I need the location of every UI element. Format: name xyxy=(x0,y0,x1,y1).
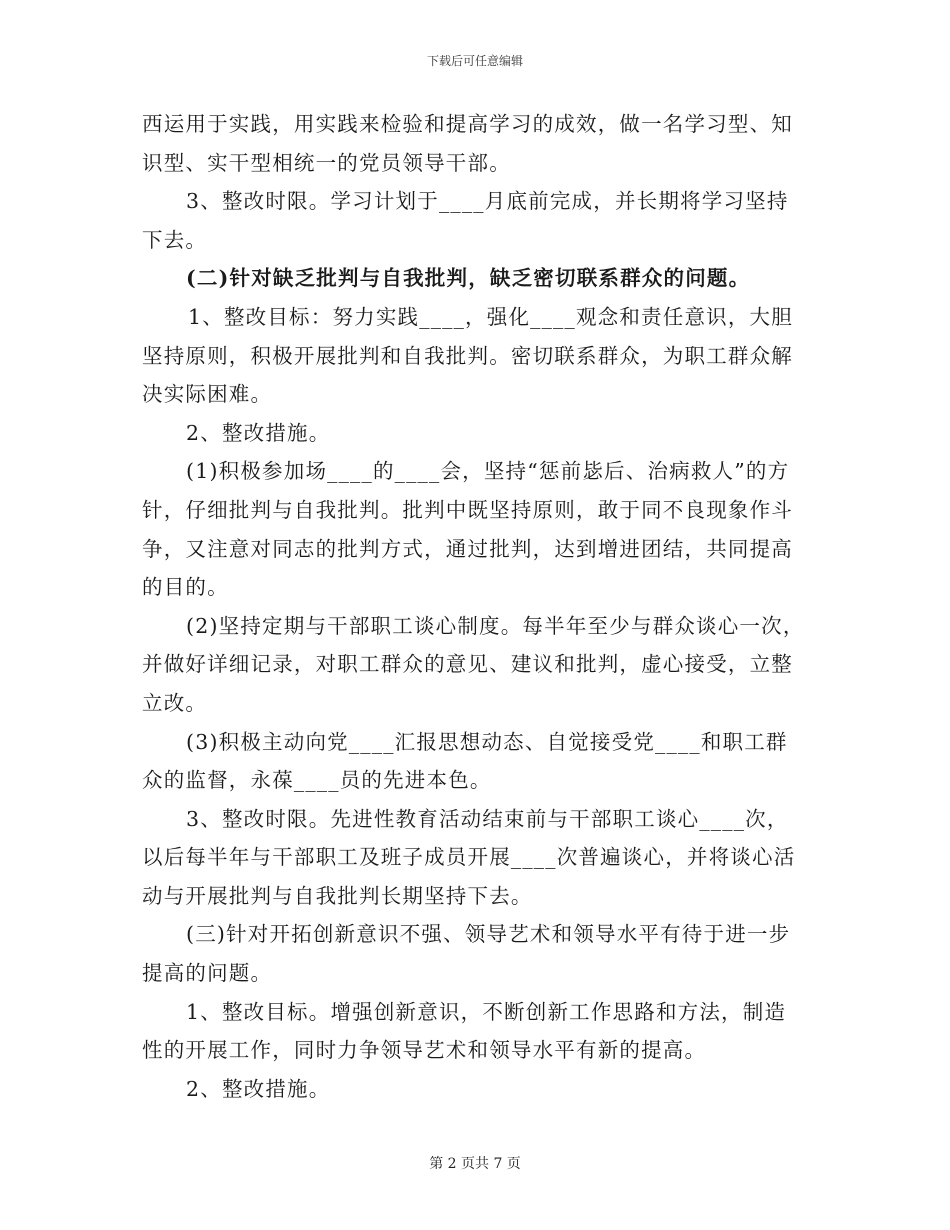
paragraph: (3)积极主动向党____汇报思想动态、自觉接受党____和职工群众的监督，永葆____员的先进本色。 xyxy=(142,729,788,793)
paragraph: (1)积极参加场____的____会，坚持“惩前毖后、治病救人”的方针，仔细批判与自我批判。批判中既坚持原则，敢于同不良现象作斗争，又注意对同志的批判方式，通过批判，达到增进团结，共同提高的目的。 xyxy=(142,459,793,600)
paragraph: 2、整改措施。 xyxy=(186,1076,331,1101)
paragraph: 1、整改目标。增强创新意识，不断创新工作思路和方法，制造性的开展工作，同时力争领导艺术和领导水平有新的提高。 xyxy=(142,999,787,1063)
paragraph: 2、整改措施。 xyxy=(186,420,331,445)
section-heading: (三)针对开拓创新意识不强、领导艺术和领导水平有待于进一步提高的问题。 xyxy=(142,922,791,986)
paragraph: 3、整改时限。学习计划于____月底前完成，并长期将学习坚持下去。 xyxy=(142,189,789,252)
paragraph: 3、整改时限。先进性教育活动结束前与干部职工谈心____次，以后每半年与干部职工及班子成员开展____次普遍谈心，并将谈心活动与开展批判与自我批判长期坚持下去。 xyxy=(142,806,796,908)
section-heading: (二)针对缺乏批判与自我批判，缺乏密切联系群众的问题。 xyxy=(186,266,751,291)
page-number: 第 2 页共 7 页 xyxy=(429,1156,521,1172)
page-header: 下载后可任意编辑 xyxy=(426,54,523,68)
paragraph: 西运用于实践，用实践来检验和提高学习的成效，做一名学习型、知识型、实干型相统一的党员领导干部。 xyxy=(142,112,793,175)
paragraph: (2)坚持定期与干部职工谈心制度。每半年至少与群众谈心一次，并做好详细记录，对职工群众的意见、建议和批判，虚心接受，立整立改。 xyxy=(142,613,805,715)
paragraph: 1、整改目标：努力实践____，强化____观念和责任意识，大胆坚持原则，积极开展批判和自我批判。密切联系群众，为职工群众解决实际困难。 xyxy=(142,304,793,407)
document-body xyxy=(142,105,807,1108)
